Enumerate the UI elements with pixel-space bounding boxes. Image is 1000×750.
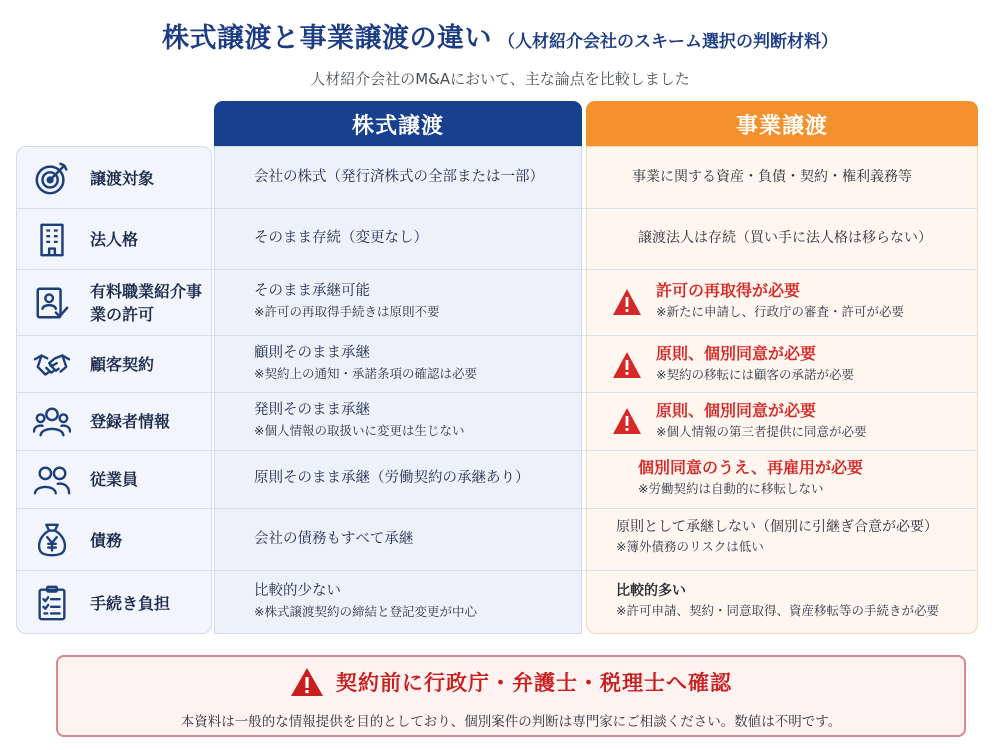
cell-a-note: ※個人情報の取扱いに変更は生じない	[254, 422, 465, 438]
cell-b-note: ※契約の移転には顧客の承諾が必要	[656, 367, 854, 382]
row-label: 有料職業紹介事業の許可	[90, 282, 203, 325]
cell-b-note: ※許可申請、契約・同意取得、資産移転等の手続きが必要	[616, 603, 939, 618]
cell-a	[254, 343, 574, 384]
cell-a-main: 会社の株式（発行済株式の全部または一部）	[254, 169, 544, 185]
cell-a-main: 会社の債務もすべて承継	[254, 531, 414, 547]
row-label: 譲渡対象	[90, 169, 155, 188]
table-row	[16, 146, 978, 209]
cell-b-main: 事業に関する資産・負債・契約・権利義務等	[632, 169, 912, 185]
cell-b-main: 許可の再取得が必要	[656, 281, 801, 300]
cell-b-main: 原則、個別同意が必要	[656, 401, 817, 420]
handshake-icon	[30, 343, 74, 387]
users-icon	[30, 400, 74, 444]
cell-b	[656, 399, 1000, 442]
cell-b	[656, 279, 1000, 322]
cell-b	[638, 456, 998, 499]
table-row	[16, 209, 978, 270]
warning-icon	[612, 288, 642, 316]
table-row	[16, 336, 978, 393]
table-row	[16, 571, 978, 634]
row-label: 顧客契約	[90, 355, 155, 374]
cell-b	[638, 228, 998, 249]
row-label: 手続き負担	[90, 594, 171, 613]
warning-icon	[612, 351, 642, 379]
cell-a-main: そのまま承継可能	[254, 283, 370, 299]
cell-b-main: 原則として承継しない（個別に引継ぎ合意が必要）	[616, 519, 938, 535]
cell-a-note: ※株式譲渡契約の締結と登記変更が中心	[254, 603, 477, 619]
cell-b-note: ※簿外債務のリスクは低い	[616, 539, 764, 554]
row-label: 法人格	[90, 230, 139, 249]
table-row	[16, 509, 978, 571]
page-title	[0, 16, 1000, 55]
title-main: 株式譲渡と事業譲渡の違い	[162, 23, 492, 54]
cell-a	[254, 228, 574, 250]
cell-a-note: ※契約上の通知・承諾条項の確認は必要	[254, 365, 477, 381]
comparison-table	[16, 146, 978, 634]
employees-icon	[30, 458, 74, 502]
row-label: 債務	[90, 531, 123, 550]
cell-b	[616, 517, 978, 557]
checklist-icon	[30, 581, 74, 625]
cell-a-note: ※許可の再取得手続きは原則不要	[254, 303, 440, 319]
cell-b	[656, 342, 1000, 385]
cell-a-main: 原則そのまま承継（労働契約の承継あり）	[254, 470, 530, 486]
callout-heading	[58, 667, 964, 697]
cell-b-note: ※労働契約は自動的に移転しない	[638, 481, 824, 496]
cell-a	[254, 581, 574, 622]
cell-a-main: 顧則そのまま承継	[254, 345, 370, 361]
cell-b-main: 比較的多い	[616, 583, 686, 599]
cell-a-main: そのまま存続（変更なし）	[254, 230, 428, 246]
cell-b	[632, 167, 992, 188]
table-row	[16, 451, 978, 509]
cell-a	[254, 529, 574, 551]
cell-a	[254, 400, 574, 441]
row-label: 登録者情報	[90, 412, 171, 431]
cell-b-main: 原則、個別同意が必要	[656, 344, 817, 363]
callout-body: 本資料は一般的な情報提供を目的としており、個別案件の判断は専門家にご相談ください。数値は不明です。	[180, 714, 842, 730]
cell-b-note: ※新たに申請し、行政庁の審査・許可が必要	[656, 304, 904, 319]
callout-title: 契約前に行政庁・弁護士・税理士へ確認	[336, 671, 732, 695]
row-label: 従業員	[90, 470, 139, 489]
cell-a	[254, 167, 574, 189]
cell-a	[254, 468, 574, 490]
target-icon	[30, 156, 74, 200]
license-icon	[30, 281, 74, 325]
warning-icon	[612, 407, 642, 435]
page-subtitle: 人材紹介会社のM&Aにおいて、主な論点を比較しました	[310, 70, 690, 88]
cell-b-main: 個別同意のうえ、再雇用が必要	[638, 458, 863, 477]
warning-callout	[56, 655, 966, 737]
column-header-share-transfer: 株式譲渡	[214, 101, 582, 147]
cell-b-note: ※個人情報の第三者提供に同意が必要	[656, 424, 867, 439]
cell-a-main: 比較的少ない	[254, 583, 341, 599]
column-header-business-transfer: 事業譲渡	[586, 101, 978, 147]
warning-icon	[290, 667, 324, 697]
title-suffix: （人材紹介会社のスキーム選択の判断材料）	[498, 32, 838, 52]
cell-a-main: 発則そのまま承継	[254, 402, 370, 418]
cell-b-main: 譲渡法人は存続（買い手に法人格は移らない）	[638, 230, 932, 246]
yen-bag-icon	[30, 518, 74, 562]
table-row	[16, 393, 978, 451]
cell-b	[616, 581, 978, 621]
cell-a	[254, 281, 574, 322]
table-row	[16, 270, 978, 336]
building-icon	[30, 218, 74, 262]
